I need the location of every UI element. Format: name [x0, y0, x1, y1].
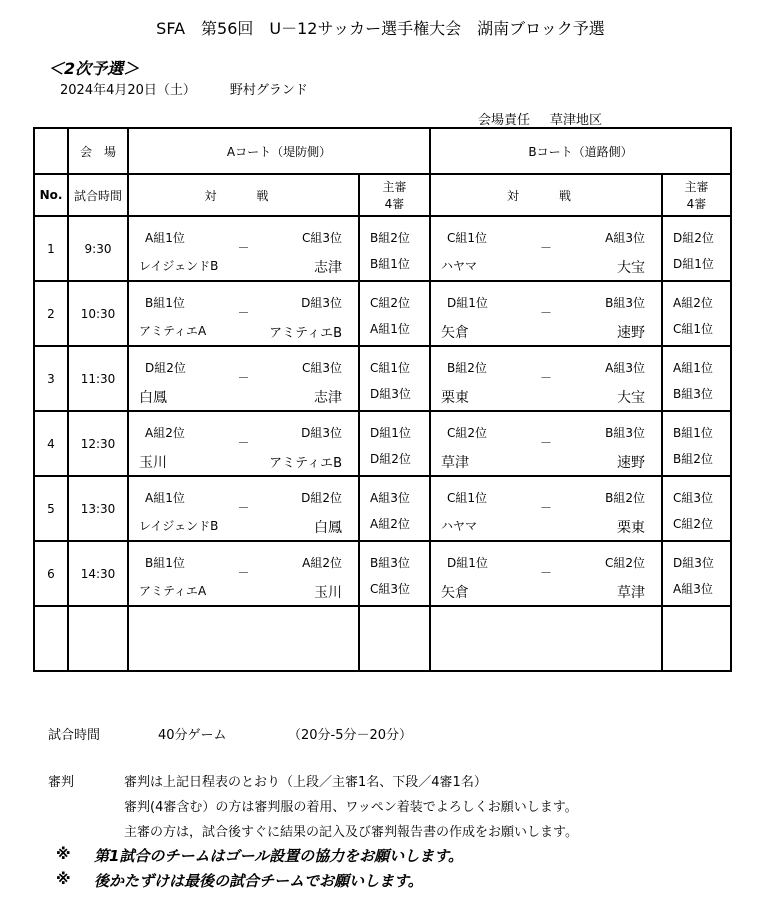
- main-referee: C組1位: [370, 361, 411, 375]
- match-court-a: [128, 216, 359, 281]
- court-b-header: Bコート（道路側）: [430, 128, 731, 174]
- away-seed: A組3位: [605, 361, 645, 375]
- column-header-row: [34, 174, 731, 216]
- match-number: 2: [34, 281, 68, 346]
- away-team: 栗東: [617, 520, 645, 536]
- home-team: アミティエA: [139, 324, 207, 338]
- home-team: 矢倉: [441, 585, 469, 601]
- fourth-official: B組2位: [673, 452, 713, 466]
- away-team: 大宝: [617, 260, 645, 276]
- match-row: [34, 476, 731, 541]
- court-a-header: Aコート（堤防側）: [128, 128, 430, 174]
- away-seed: D組3位: [301, 426, 342, 440]
- versus-dash: －: [237, 501, 250, 515]
- home-seed: B組2位: [447, 361, 487, 375]
- note-time-detail: （20分‐5分－20分）: [288, 728, 413, 743]
- note-time-game: 40分ゲーム: [158, 728, 227, 743]
- venue-header: 会 場: [68, 128, 128, 174]
- versus-dash: －: [237, 566, 250, 580]
- note-ref-line3: 主審の方は，試合後すぐに結果の記入及び審判報告書の作成をお願いします。: [124, 825, 578, 840]
- away-team: アミティエB: [269, 326, 342, 341]
- main-referee: D組2位: [673, 231, 714, 245]
- home-seed: A組1位: [145, 231, 185, 245]
- referee-court-b: [662, 216, 731, 281]
- match-court-b: [430, 411, 662, 476]
- blank-header-cell: [34, 128, 68, 174]
- main-referee: A組2位: [673, 296, 713, 310]
- match-number: 3: [34, 346, 68, 411]
- away-team: 速野: [617, 455, 645, 471]
- match-time: 13:30: [68, 476, 128, 541]
- versus-dash: －: [237, 371, 250, 385]
- match-court-b: [430, 541, 662, 606]
- match-row: [34, 281, 731, 346]
- fourth-official: A組1位: [370, 322, 410, 336]
- referee-court-a: [359, 346, 430, 411]
- fourth-official: A組2位: [370, 517, 410, 531]
- away-team: 草津: [617, 585, 645, 601]
- referee-court-a: [359, 541, 430, 606]
- note-bold-2: 後かたずけは最後の試合チームでお願いします。: [94, 872, 423, 890]
- match-court-a: [128, 411, 359, 476]
- away-team: 志津: [314, 260, 342, 276]
- home-team: レイジェンドB: [139, 259, 219, 273]
- away-seed: C組3位: [301, 361, 342, 375]
- referee-court-a: [359, 281, 430, 346]
- away-seed: C組3位: [301, 231, 342, 245]
- referee-court-b: [662, 346, 731, 411]
- fourth-official: D組2位: [370, 452, 411, 466]
- match-row: [34, 216, 731, 281]
- fourth-official: C組3位: [370, 582, 411, 596]
- home-team: レイジェンドB: [139, 519, 219, 533]
- away-seed: B組3位: [605, 296, 645, 310]
- match-row: [34, 541, 731, 606]
- versus-dash: －: [539, 306, 552, 320]
- home-seed: A組1位: [145, 491, 185, 505]
- match-number: 5: [34, 476, 68, 541]
- referee-court-b: [662, 411, 731, 476]
- match-court-b: [430, 476, 662, 541]
- away-seed: D組2位: [301, 491, 342, 505]
- home-seed: D組2位: [145, 361, 186, 375]
- away-seed: D組3位: [301, 296, 342, 310]
- home-seed: B組1位: [145, 296, 185, 310]
- versus-dash: －: [539, 436, 552, 450]
- note-mark-2: ※: [56, 870, 71, 888]
- main-referee: A組1位: [673, 361, 713, 375]
- versus-dash: －: [539, 241, 552, 255]
- note-mark-1: ※: [56, 845, 71, 863]
- match-court-a: [128, 541, 359, 606]
- page-title: SFA 第56回 U－12サッカー選手権大会 湖南ブロック予選: [156, 19, 605, 38]
- empty-row: [34, 606, 731, 671]
- event-date: 2024年4月20日（土）: [60, 83, 196, 98]
- home-seed: D組1位: [447, 296, 488, 310]
- versus-dash: －: [539, 566, 552, 580]
- col-match-a-header: 対 戦: [128, 174, 359, 216]
- fourth-official: A組3位: [673, 582, 713, 596]
- main-referee: C組2位: [370, 296, 411, 310]
- match-court-a: [128, 281, 359, 346]
- schedule-table: [33, 127, 732, 672]
- note-ref-line2: 審判(4審含む）の方は審判服の着用、ワッペン着装でよろしくお願いします。: [124, 800, 578, 815]
- home-team: 玉川: [139, 455, 167, 471]
- venue-responsibility: [478, 109, 602, 128]
- main-referee: B組1位: [673, 426, 713, 440]
- away-team: 速野: [617, 325, 645, 341]
- away-team: 玉川: [314, 585, 342, 601]
- date-venue-line: [60, 79, 308, 98]
- col-match-b-header: 対 戦: [430, 174, 662, 216]
- match-number: 4: [34, 411, 68, 476]
- home-team: 白鳳: [139, 390, 167, 406]
- note-ref-label: 審判: [48, 775, 75, 790]
- versus-dash: －: [237, 306, 250, 320]
- away-seed: A組3位: [605, 231, 645, 245]
- main-referee: D組3位: [673, 556, 714, 570]
- referee-court-b: [662, 476, 731, 541]
- home-seed: B組1位: [145, 556, 185, 570]
- home-seed: C組1位: [447, 491, 488, 505]
- col-ref-b-header: 主審 4審: [662, 174, 731, 216]
- match-court-b: [430, 346, 662, 411]
- fourth-official: D組3位: [370, 387, 411, 401]
- stage-label: ＜2次予選＞: [48, 59, 140, 78]
- versus-dash: －: [539, 371, 552, 385]
- match-time: 12:30: [68, 411, 128, 476]
- main-referee: B組2位: [370, 231, 410, 245]
- match-number: 1: [34, 216, 68, 281]
- fourth-official: B組3位: [673, 387, 713, 401]
- match-row: [34, 346, 731, 411]
- match-number: 6: [34, 541, 68, 606]
- match-time: 11:30: [68, 346, 128, 411]
- versus-dash: －: [539, 501, 552, 515]
- match-court-b: [430, 281, 662, 346]
- referee-court-a: [359, 411, 430, 476]
- referee-court-b: [662, 541, 731, 606]
- responsible-label: 会場責任: [478, 113, 531, 128]
- fourth-official: D組1位: [673, 257, 714, 271]
- away-seed: B組2位: [605, 491, 645, 505]
- versus-dash: －: [237, 436, 250, 450]
- home-seed: C組1位: [447, 231, 488, 245]
- away-team: 白鳳: [314, 520, 342, 536]
- match-time: 10:30: [68, 281, 128, 346]
- away-seed: A組2位: [302, 556, 342, 570]
- away-team: 志津: [314, 390, 342, 406]
- home-seed: A組2位: [145, 426, 185, 440]
- home-team: 矢倉: [441, 325, 469, 341]
- col-ref-a-header: 主審 4審: [359, 174, 430, 216]
- fourth-official: C組1位: [673, 322, 714, 336]
- referee-court-a: [359, 476, 430, 541]
- away-seed: B組3位: [605, 426, 645, 440]
- main-referee: C組3位: [673, 491, 714, 505]
- responsible-area: 草津地区: [550, 113, 603, 128]
- match-court-a: [128, 476, 359, 541]
- event-venue: 野村グランド: [229, 83, 308, 98]
- note-bold-1: 第1試合のチームはゴール設置の協力をお願いします。: [94, 847, 463, 865]
- match-time: 14:30: [68, 541, 128, 606]
- fourth-official: B組1位: [370, 257, 410, 271]
- match-court-b: [430, 216, 662, 281]
- home-seed: C組2位: [447, 426, 488, 440]
- main-referee: D組1位: [370, 426, 411, 440]
- away-team: 大宝: [617, 390, 645, 406]
- away-seed: C組2位: [604, 556, 645, 570]
- home-seed: D組1位: [447, 556, 488, 570]
- referee-court-b: [662, 281, 731, 346]
- note-time-label: 試合時間: [48, 728, 101, 743]
- versus-dash: －: [237, 241, 250, 255]
- home-team: ハヤマ: [441, 259, 478, 273]
- home-team: ハヤマ: [441, 519, 478, 533]
- match-court-a: [128, 346, 359, 411]
- home-team: 栗東: [441, 390, 469, 406]
- main-referee: B組3位: [370, 556, 410, 570]
- home-team: 草津: [441, 455, 469, 471]
- col-time-header: 試合時間: [68, 174, 128, 216]
- away-team: アミティエB: [269, 456, 342, 471]
- main-referee: A組3位: [370, 491, 410, 505]
- court-header-row: [34, 128, 731, 174]
- home-team: アミティエA: [139, 584, 207, 598]
- match-time: 9:30: [68, 216, 128, 281]
- col-no-header: No.: [34, 174, 68, 216]
- match-row: [34, 411, 731, 476]
- fourth-official: C組2位: [673, 517, 714, 531]
- referee-court-a: [359, 216, 430, 281]
- note-ref-line1: 審判は上記日程表のとおり（上段／主審1名、下段／4審1名）: [124, 775, 487, 790]
